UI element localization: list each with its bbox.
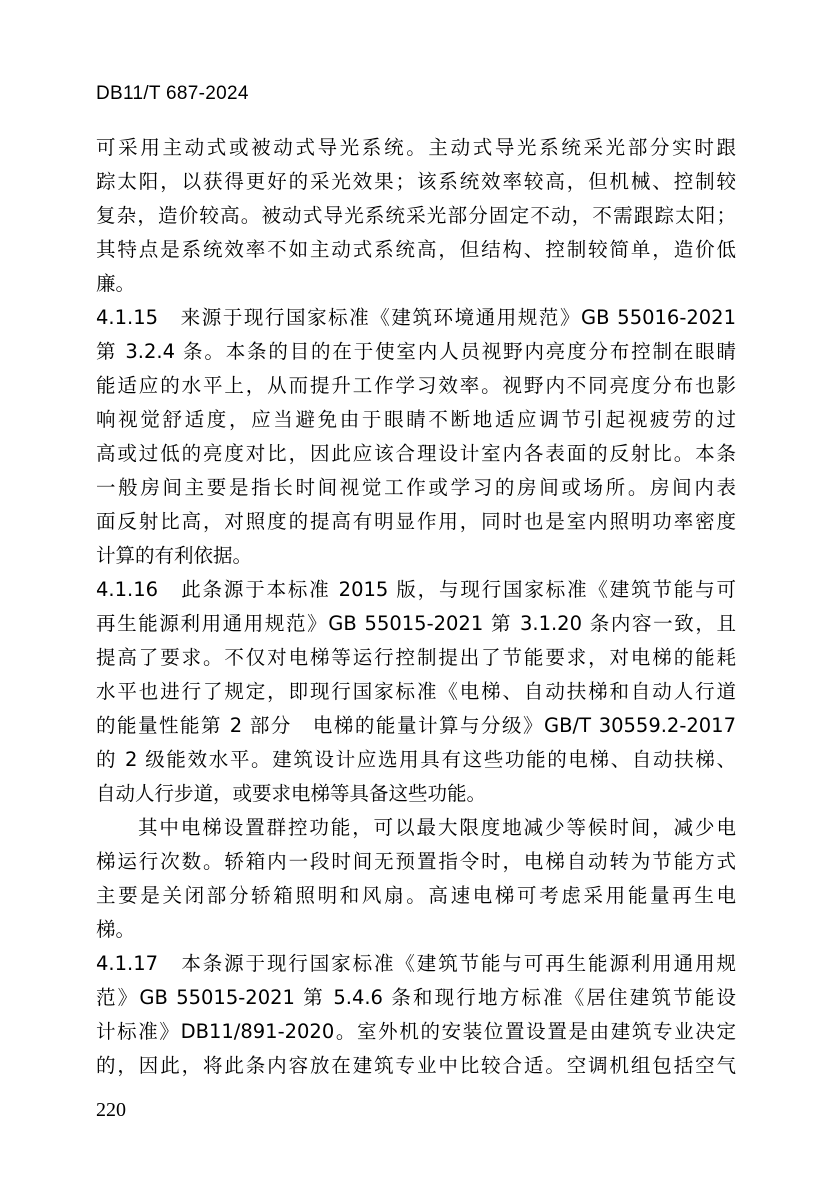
text-line: 梯运行次数。轿箱内一段时间无预置指令时，电梯自动转为节能方式 bbox=[96, 850, 736, 873]
text-line: 计标准》DB11/891-2020。室外机的安装位置设置是由建筑专业决定 bbox=[96, 1020, 736, 1043]
text-line: 自动人行步道，或要求电梯等具备这些功能。 bbox=[96, 782, 487, 805]
text-line: 廉。 bbox=[96, 272, 136, 295]
clause-4-1-16-start: 4.1.16 此条源于本标准 2015 版，与现行国家标准《建筑节能与可 bbox=[96, 578, 736, 601]
text-line: 踪太阳，以获得更好的采光效果；该系统效率较高，但机械、控制较 bbox=[96, 170, 736, 193]
text-line: 响视觉舒适度，应当避免由于眼睛不断地适应调节引起视疲劳的过 bbox=[96, 408, 736, 431]
clause-4-1-17-start: 4.1.17 本条源于现行国家标准《建筑节能与可再生能源利用通用规 bbox=[96, 952, 736, 975]
paragraph-indented-start: 其中电梯设置群控功能，可以最大限度地减少等候时间，减少电 bbox=[138, 816, 736, 839]
document-code-header: DB11/T 687-2024 bbox=[96, 83, 249, 104]
text-line: 能适应的水平上，从而提升工作学习效率。视野内不同亮度分布也影 bbox=[96, 374, 736, 397]
text-line: 主要是关闭部分轿箱照明和风扇。高速电梯可考虑采用能量再生电 bbox=[96, 884, 736, 907]
text-line: 的，因此，将此条内容放在建筑专业中比较合适。空调机组包括空气 bbox=[96, 1054, 736, 1077]
text-line: 高或过低的亮度对比，因此应该合理设计室内各表面的反射比。本条 bbox=[96, 442, 736, 465]
text-line: 的能量性能第 2 部分 电梯的能量计算与分级》GB/T 30559.2-2017 bbox=[96, 714, 736, 737]
text-line: 一般房间主要是指长时间视觉工作或学习的房间或场所。房间内表 bbox=[96, 476, 736, 499]
text-line: 第 3.2.4 条。本条的目的在于使室内人员视野内亮度分布控制在眼睛 bbox=[96, 340, 736, 363]
text-line: 可采用主动式或被动式导光系统。主动式导光系统采光部分实时跟 bbox=[96, 136, 736, 159]
text-line: 复杂，造价较高。被动式导光系统采光部分固定不动，不需跟踪太阳； bbox=[96, 204, 736, 227]
text-line: 计算的有利依据。 bbox=[96, 544, 253, 567]
text-line: 梯。 bbox=[96, 918, 136, 941]
text-line: 水平也进行了规定，即现行国家标准《电梯、自动扶梯和自动人行道 bbox=[96, 680, 736, 703]
page-number: 220 bbox=[96, 1099, 126, 1121]
clause-4-1-15-start: 4.1.15 来源于现行国家标准《建筑环境通用规范》GB 55016-2021 bbox=[96, 306, 736, 329]
text-line: 其特点是系统效率不如主动式系统高，但结构、控制较简单，造价低 bbox=[96, 238, 736, 261]
body-text bbox=[96, 131, 736, 1083]
text-line: 的 2 级能效水平。建筑设计应选用具有这些功能的电梯、自动扶梯、 bbox=[96, 748, 736, 771]
text-line: 再生能源利用通用规范》GB 55015-2021 第 3.1.20 条内容一致，且 bbox=[96, 612, 736, 635]
text-line: 提高了要求。不仅对电梯等运行控制提出了节能要求，对电梯的能耗 bbox=[96, 646, 736, 669]
text-line: 范》GB 55015-2021 第 5.4.6 条和现行地方标准《居住建筑节能设 bbox=[96, 986, 736, 1009]
text-line: 面反射比高，对照度的提高有明显作用，同时也是室内照明功率密度 bbox=[96, 510, 736, 533]
